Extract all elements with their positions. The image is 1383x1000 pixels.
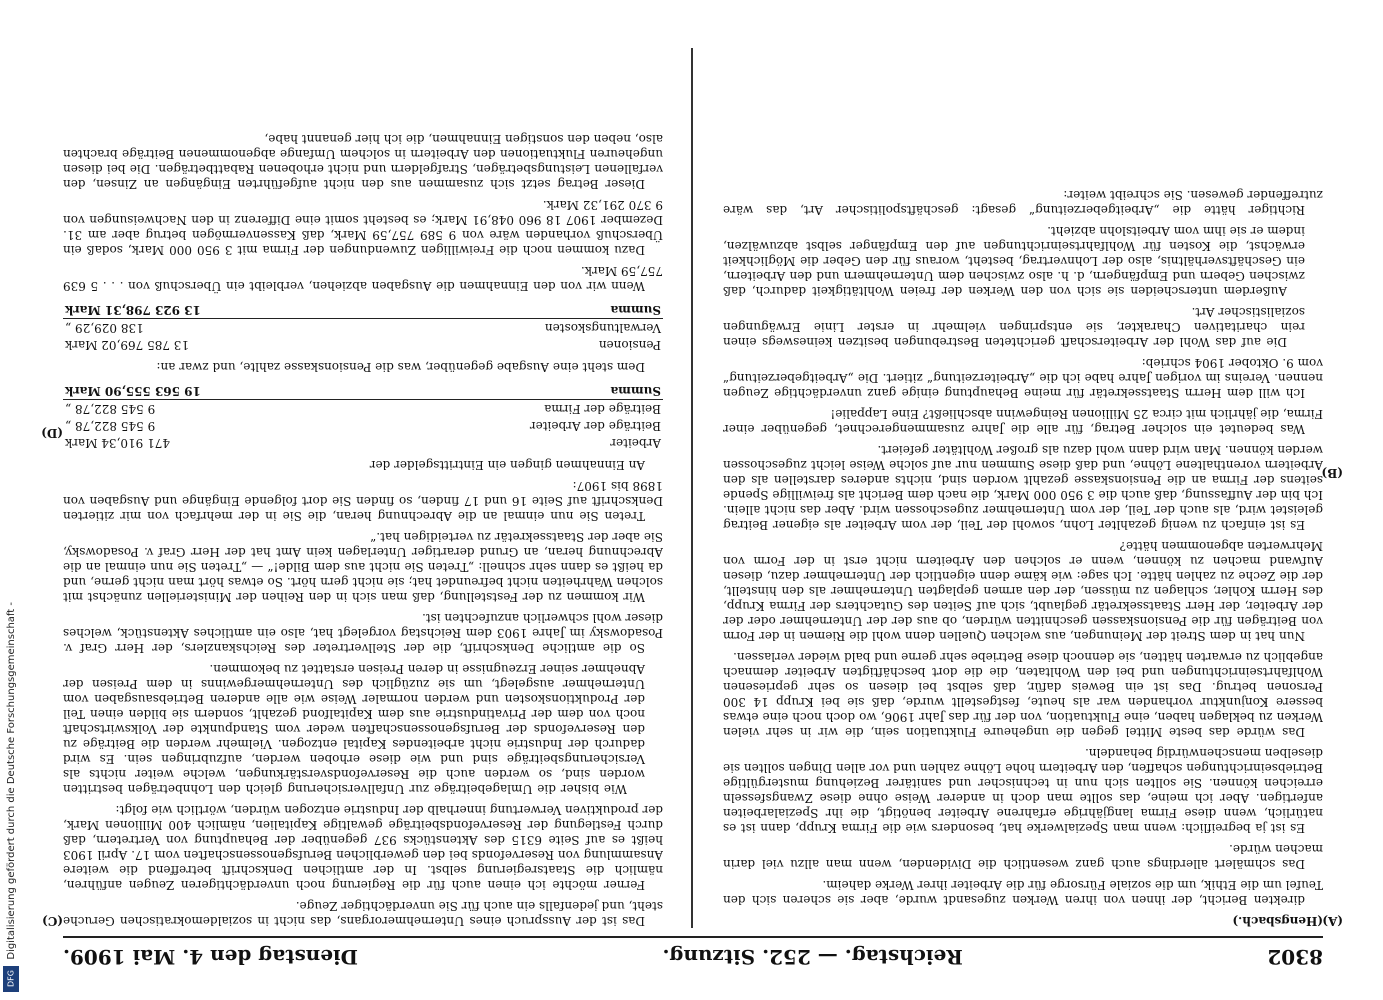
total-label: Summa [386,301,663,319]
total-row [63,382,663,400]
total-amount: 13 923 798,31 Mark [63,301,386,319]
row-amount: 138 029,29 „ [65,321,144,335]
paragraph: Ich will dem Herrn Staatssekretär für meine Behauptung einige ganz unverdächtige Zeugen nennen. Vereins im vorigen Jahre habe ich die „Arbeiterzeitung“ zitiert. Die „Arbeitgeberzeitung“ vom 9. Oktober 1904 schrieb: [723,356,1323,400]
row-amount: 9 545 822,78 „ [65,419,156,433]
total-amount: 19 563 555,90 Mark [63,382,368,400]
paragraph: Es ist einfach zu wenig gezahlter Lohn, sowohl der Teil, der vom Arbeiter als eigener Beitrag geleistet wird, als auch der Teil, der vom Unternehmer zugeschossen wird. Aber das nicht allein. Ich bin der Auffassung, daß auch die 3 950 000 Mark, die nach dem Bericht als freiwillige Spende seitens der Firma an die Pensionskasse gezahlt worden sind, nichts anderes darstellen als den Arbeitern vorenthaltene Löhne, und daß diese Summen nur auf solche Weise leicht zugeschossen werden können. Man wird dann wohl dazu als großer Wohltäter gefeiert. [723,443,1323,532]
table-row [63,319,663,337]
paragraph: Wenn wir von den Einnahmen die Ausgaben abziehen, verbleibt ein Überschuß von . . . 5 639 757,59 Mark. [63,264,663,293]
row-label: Pensionen [598,338,661,352]
left-column [723,48,1323,928]
income-table [63,382,663,451]
paragraph: Das ist der Ausspruch eines Unternehmerorgans, das nicht in sozialdemokratischen Geruche steht, und jedenfalls ein auch für Sie unverdächtiger Zeuge. [63,899,663,928]
paragraph: Ferner möchte ich einen auch für die Regierung noch unverdächtigeren Zeugen anführen, nämlich die Staatsregierung selbst. In der amtlichen Denkschrift betreffend die weitere Ansammlung von Reservefonds bei den gewerblichen Berufsgenossenschaften vom 17. April 1903 heißt es auf Seite 6315 des Aktenstücks 937 gegenüber der Behauptung von Vertretern, daß durch Festlegung der Reservefondsbeiträge gewaltige Kapitalien, nämlich 400 Millionen Mark, der produktiven Verwertung innerhalb der Industrie entzogen würden, wörtlich wie folgt: [63,803,663,892]
total-row [63,301,663,319]
paragraph: Richtiger hätte die „Arbeitgeberzeitung“ gesagt: geschäftspolitischer Art, das wäre zutreffender gewesen. Sie schreibt weiter: [723,188,1323,217]
header-divider [63,936,1323,938]
table-row [63,417,663,434]
attribution-text: Digitalisierung gefördert durch die Deutsche Forschungsgemeinschaft - [5,602,17,960]
paragraph: Treten Sie nun einmal an die Abrechnung heran, die Sie in der mehrfach von mir zitierten Denkschrift auf Seite 16 und 17 finden, so finden Sie dort folgende Eingänge und Ausgaben von 1898 bis 1907: [63,479,663,523]
margin-label-b: (B) [1321,466,1343,480]
row-amount: 471 910,34 Mark [65,436,170,450]
page-number: 8302 [1267,945,1323,969]
speaker-name: (Hengsbach.) [1232,914,1323,928]
row-label: Beiträge der Arbeiter [529,419,661,433]
paragraph: direkten Bericht, der ihnen von ihren Werken zugesandt wurde, aber sie scheren sich den Teufel um die Ethik, um die soziale Fürsorge für die Arbeiter ihrer Werke daheim. [723,878,1323,907]
quote-paragraph: Die auf das Wohl der Arbeiterschaft gerichteten Bestrebungen besitzen keineswegs einen rein charitativen Charakter, sie entspringen vielmehr in erster Linie Erwägungen sozialistischer Art. [723,305,1305,349]
margin-label-c: (C) [42,914,63,928]
table-row [63,400,663,418]
table-row [63,336,663,353]
paragraph: Was bedeutet ein solcher Betrag, für alle die Jahre zusammengerechnet, gegenüber einer Firma, die jährlich mit circa 25 Millionen Reingewinn abschließt? Eine Lappalie! [723,407,1323,436]
paragraph: Dem steht eine Ausgabe gegenüber, was die Pensionskasse zahlte, und zwar an: [156,360,645,374]
table-row [63,434,663,451]
paragraph: An Einnahmen gingen ein Eintrittsgelder der [369,458,645,472]
total-label: Summa [368,382,663,400]
paragraph: So die amtliche Denkschrift, die der Stellvertreter des Reichskanzlers, der Herr Graf v. Posadowsky im Jahre 1903 dem Reichstag vorgelegt hat, also ein amtliches Aktenstück, welches dieser wohl schwerlich anzufechten ist. [63,611,663,655]
paragraph: Das würde das beste Mittel gegen die ungeheure Fluktuation sein, die wir in sehr vielen Werken zu beklagen haben, eine Fluktuation, von der für das Jahr 1906, wo doch noch eine etwas bessere Konjunktur vorhanden war als heute, festgestellt wurde, daß sie bei Krupp 14 300 Personen betrug. Das ist ein Beweis dafür, daß selbst bei diesen so sehr gepriesenen Wohlfahrtseinrichtungen und bei den Wohltaten, die die dort beschäftigten Arbeiter demnach angeblich zu erwarten hätten, sie dennoch diese Betriebe sehr gerne und bald wieder verlassen. [723,650,1323,739]
paragraph: Dieser Betrag setzt sich zusammen aus den nicht aufgeführten Eingängen an Zinsen, den verfallenen Leistungsbeträgen, Strafgeldern und nicht erhobenen Rabattbeträgen. Die bei diesen ungeheuren Fluktuationen den Arbeitern in solchem Umfange abgenommenen Beiträge brachten also, neben den sonstigen Einnahmen, die ich hier genannt habe, [63,132,663,191]
row-label: Beiträge der Firma [544,402,661,416]
row-label: Verwaltungskosten [544,321,661,335]
right-column [63,48,663,928]
margin-label-a: (A) [1322,914,1343,928]
paragraph: Dazu kommen noch die Freiwilligen Zuwendungen der Firma mit 3 950 000 Mark, sodaß ein Überschuß vorhanden wäre von 9 589 757,59 Mark, daß Kassenvermögen betrug aber am 31. Dezember 1907 18 960 048,91 Mark; es besteht somit eine Differenz in den Nachweisungen von 9 370 291,32 Mark. [63,198,663,257]
session-date: Dienstag den 4. Mai 1909. [63,945,358,969]
dfg-logo: DFG [3,966,19,992]
quote-paragraph: Außerdem unterscheiden sie sich von den Werken der freien Wohltätigkeit dadurch, daß zwischen Gebern und Empfängern, d. h. also zwischen dem Unternehmern und den Arbeitern, ein Geschäftsverhältnis, also der Lohnvertrag, besteht, woraus für den Geber die Möglichkeit erwächst, die Kosten für Wohlfahrtseinrichtungen auf den Empfänger selbst abzuwälzen, indem er sie ihm vom Arbeitslohn abzieht. [723,224,1305,298]
expense-table [63,301,663,353]
attribution-strip [0,0,22,1000]
column-rule [691,48,693,928]
margin-label-d: (D) [41,426,63,440]
paragraph: Wir kommen zu der Feststellung, daß man sich in den Reihen der Ministeriellen zunächst mit solchen Wahrheiten nicht befreundet hat; sie nicht gern hört. So etwas hört man nicht gerne, und da heißt es dann sehr schnell: „Treten Sie nicht aus dem Bilde!“ — „Treten Sie nun einmal an die Abrechnung heran, an Grund derartiger Unterlagen kein Amt hat der Herr Graf v. Posadowsky, Sie aber der Staatssekretär zu verteidigen hat.“ [63,530,663,604]
page-header [63,944,1323,970]
quote-paragraph: Wie bisher die Umlagebeiträge zur Unfallversicherung gleich den Lohnbeträgen bestritten worden sind, so werden auch die Reservefondsverstärkungen, welche weiter nichts als Versicherungsbeiträge sind und wie diese erhoben werden, aufzubringen sein. Es wird dadurch der Industrie nicht arbeitendes Kapital entzogen. Vielmehr werden die Beiträge zu den Reservefonds der Berufsgenossenschaften weder vom Standpunkte der Volkswirtschaft noch von dem der Privatindustrie aus dem Kapitalfond gezahlt, sondern sie bilden einen Teil der Produktionskosten und werden normaler Weise wie alle anderen Betriebsausgaben vom Unternehmer ausgelegt, um sie zuzüglich des Unternehmergewinns in dem Preisen der Abnehmer seiner Erzeugnisse in deren Preisen erstattet zu bekommen. [63,662,645,796]
paragraph: Nun hat in dem Streit der Meinungen, aus welchen Quellen denn wohl die Riemen in der Form von Beiträgen für die Pensionskassen geschnitten würden, ob aus der der Unternehmer oder der der Arbeiter, der Herr Staatssekretär geglaubt, sich auf Seiten des Gutachters der Firma Krupp, des Herrn Kohler, schlagen zu müssen, der den armen geplagten Unternehmer als den hinstellt, der die Zeche zu zahlen hätte. Ich sage: wie käme denn eigentlich der Unternehmer dazu, diesen Aufwand machen zu können, wenn er solchen den Arbeitern nicht erst in der Form von Mehrwerten abgenommen hätte? [723,539,1323,643]
row-label: Arbeiter [610,436,661,450]
row-amount: 13 785 769,02 Mark [65,338,190,352]
paragraph: Es ist ja begreiflich: wenn man Spezialwerke hat, besonders wie die Firma Krupp, dann ist es natürlich, wenn diese Firma langjährige erfahrene Arbeiter benötigt, die ihr Spezialarbeiten anfertigen. Aber ich meine, das sollte man doch in anderer Weise ohne diese Zwangsfesseln erreichen können. Sie sollten sich nun in technischer und sanitärer Beziehung mustergültige Betriebseinrichtungen schaffen, den Arbeitern hohe Löhne zahlen und vor allen Dingen sollten sie dieselben menschenwürdig behandeln. [723,746,1323,835]
paragraph: Das schmälert allerdings auch ganz wesentlich die Dividenden, wenn man allzu viel darin machen würde. [723,842,1323,871]
row-amount: 9 545 822,78 „ [65,402,156,416]
session-title: Reichstag. — 252. Sitzung. [662,945,963,969]
